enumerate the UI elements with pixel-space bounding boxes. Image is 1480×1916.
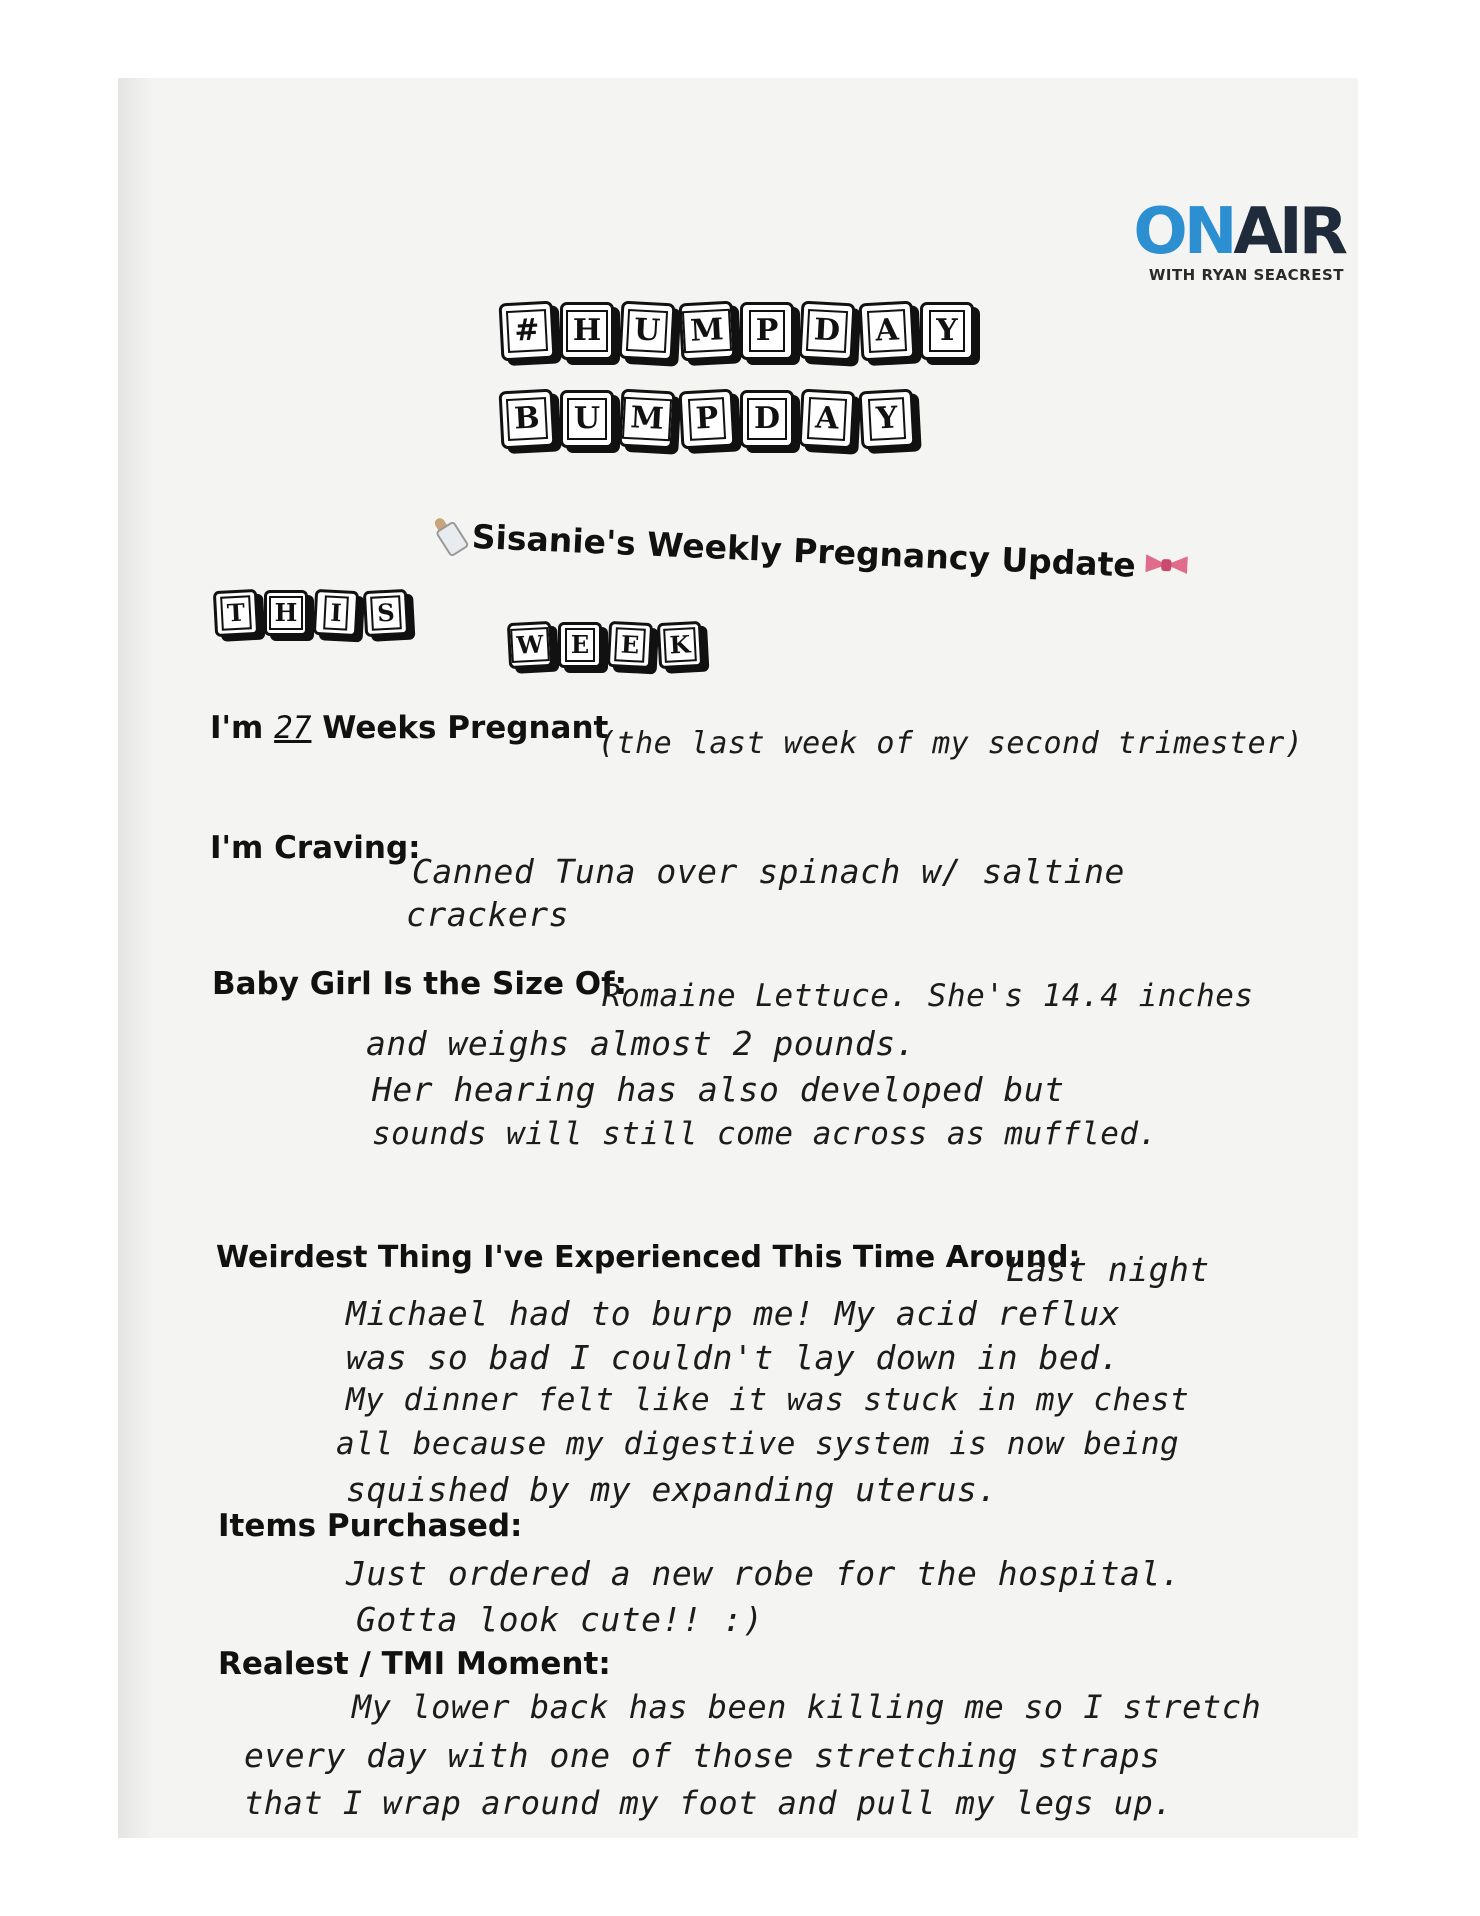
humpday-block: [560, 302, 614, 360]
weeks-prefix: I'm: [210, 710, 264, 746]
items-line-1: Just ordered a new robe for the hospital.: [346, 1554, 1182, 1593]
size-line-1: Romaine Lettuce. She's 14.4 inches: [602, 978, 1254, 1014]
subtitle-text: Sisanie's Weekly Pregnancy Update: [471, 516, 1137, 585]
logo-air: AIR: [1233, 195, 1344, 269]
size-label: Baby Girl Is the Size Of:: [212, 966, 628, 1002]
weeks-number: 27: [274, 710, 312, 746]
this-block-letter: S: [370, 595, 401, 630]
weeks-note: (the last week of my second trimester): [598, 726, 1304, 761]
this-block-letter: I: [324, 595, 349, 630]
humpday-block-letter: H: [566, 310, 608, 352]
bumpday-block: [499, 389, 556, 450]
humpday-block: [859, 301, 916, 362]
realest-line-2: every day with one of those stretching straps: [244, 1736, 1161, 1775]
craving-line-2: crackers: [406, 895, 569, 934]
humpday-block-letter: M: [682, 309, 731, 353]
week-block-letter: W: [510, 627, 551, 663]
bumpday-block: [679, 389, 736, 450]
logo-mark: [1122, 195, 1344, 269]
weirdest-line-4: My dinner felt like it was stuck in my chest: [346, 1382, 1190, 1418]
bumpday-block-letter: Y: [868, 397, 906, 441]
humpday-block-letter: A: [867, 309, 906, 353]
week-block-letter: E: [614, 627, 646, 663]
humpday-block-letter: #: [506, 309, 547, 353]
realest-label: Realest / TMI Moment:: [218, 1646, 611, 1682]
weeks-pregnant-line: [210, 710, 608, 746]
paper-edge-shadow: [118, 78, 154, 1838]
this-block: [363, 589, 409, 637]
humpday-block: [799, 301, 856, 362]
size-line-2: and weighs almost 2 pounds.: [366, 1024, 916, 1063]
humpday-block: [920, 302, 974, 360]
size-line-3: Her hearing has also developed but: [372, 1070, 1065, 1109]
bumpday-block-letter: M: [622, 397, 671, 441]
this-block-letter: T: [220, 595, 252, 631]
week-block: [607, 621, 653, 669]
humpday-block: [619, 301, 676, 362]
realest-line-3: that I wrap around my foot and pull my legs up.: [244, 1784, 1173, 1822]
humpday-block-letter: P: [749, 310, 786, 352]
craving-label: I'm Craving:: [210, 830, 421, 866]
items-line-2: Gotta look cute!! :): [356, 1600, 764, 1639]
craving-line-1: Canned Tuna over spinach w/ saltine: [412, 852, 1125, 891]
week-block-letter: E: [565, 628, 595, 662]
weeks-suffix: Weeks Pregnant: [322, 710, 609, 746]
humpday-block: [499, 301, 556, 362]
weirdest-line-5: all because my digestive system is now being: [336, 1426, 1180, 1462]
this-block-letter: H: [269, 596, 304, 630]
bumpday-block: [799, 389, 856, 450]
on-air-logo: [1122, 195, 1344, 284]
size-line-4: sounds will still come across as muffled.: [372, 1116, 1158, 1152]
week-block-letter: K: [663, 627, 698, 663]
week-block: [558, 622, 602, 668]
humpday-title-blocks: [500, 302, 974, 360]
this-block: [313, 589, 359, 637]
humpday-block-letter: D: [806, 309, 848, 353]
this-week-blocks-week: [508, 622, 702, 668]
weirdest-line-2: Michael had to burp me! My acid reflux: [346, 1294, 1120, 1333]
weirdest-line-1: Last night: [1006, 1250, 1210, 1289]
weirdest-label: Weirdest Thing I've Experienced This Time Around:: [216, 1240, 1081, 1275]
humpday-block-letter: Y: [929, 310, 964, 352]
bumpday-title-blocks: [500, 390, 914, 448]
weirdest-line-6: squished by my expanding uterus.: [346, 1470, 998, 1509]
week-block: [657, 621, 703, 669]
bumpday-block-letter: U: [567, 398, 607, 440]
week-block: [507, 621, 553, 669]
humpday-block: [740, 302, 794, 360]
this-block: [264, 590, 308, 636]
bumpday-block: [859, 389, 916, 450]
bumpday-block-letter: P: [688, 397, 727, 441]
bumpday-block: [740, 390, 794, 448]
weirdest-line-3: was so bad I couldn't lay down in bed.: [346, 1338, 1120, 1377]
humpday-block-letter: U: [626, 309, 668, 353]
this-block: [213, 589, 259, 637]
bumpday-block-letter: D: [747, 398, 787, 440]
realest-line-1: My lower back has been killing me so I stretch: [352, 1688, 1262, 1726]
this-week-blocks-this: [214, 590, 408, 636]
logo-on: ON: [1133, 195, 1234, 269]
humpday-block: [679, 301, 736, 362]
items-label: Items Purchased:: [218, 1508, 523, 1544]
logo-subtitle: WITH RYAN SEACREST: [1148, 266, 1344, 284]
bumpday-block-letter: B: [506, 397, 548, 441]
bumpday-block: [560, 390, 614, 448]
bumpday-block: [619, 389, 676, 450]
bumpday-block-letter: A: [807, 397, 846, 441]
pink-bow-icon: [1145, 550, 1188, 582]
